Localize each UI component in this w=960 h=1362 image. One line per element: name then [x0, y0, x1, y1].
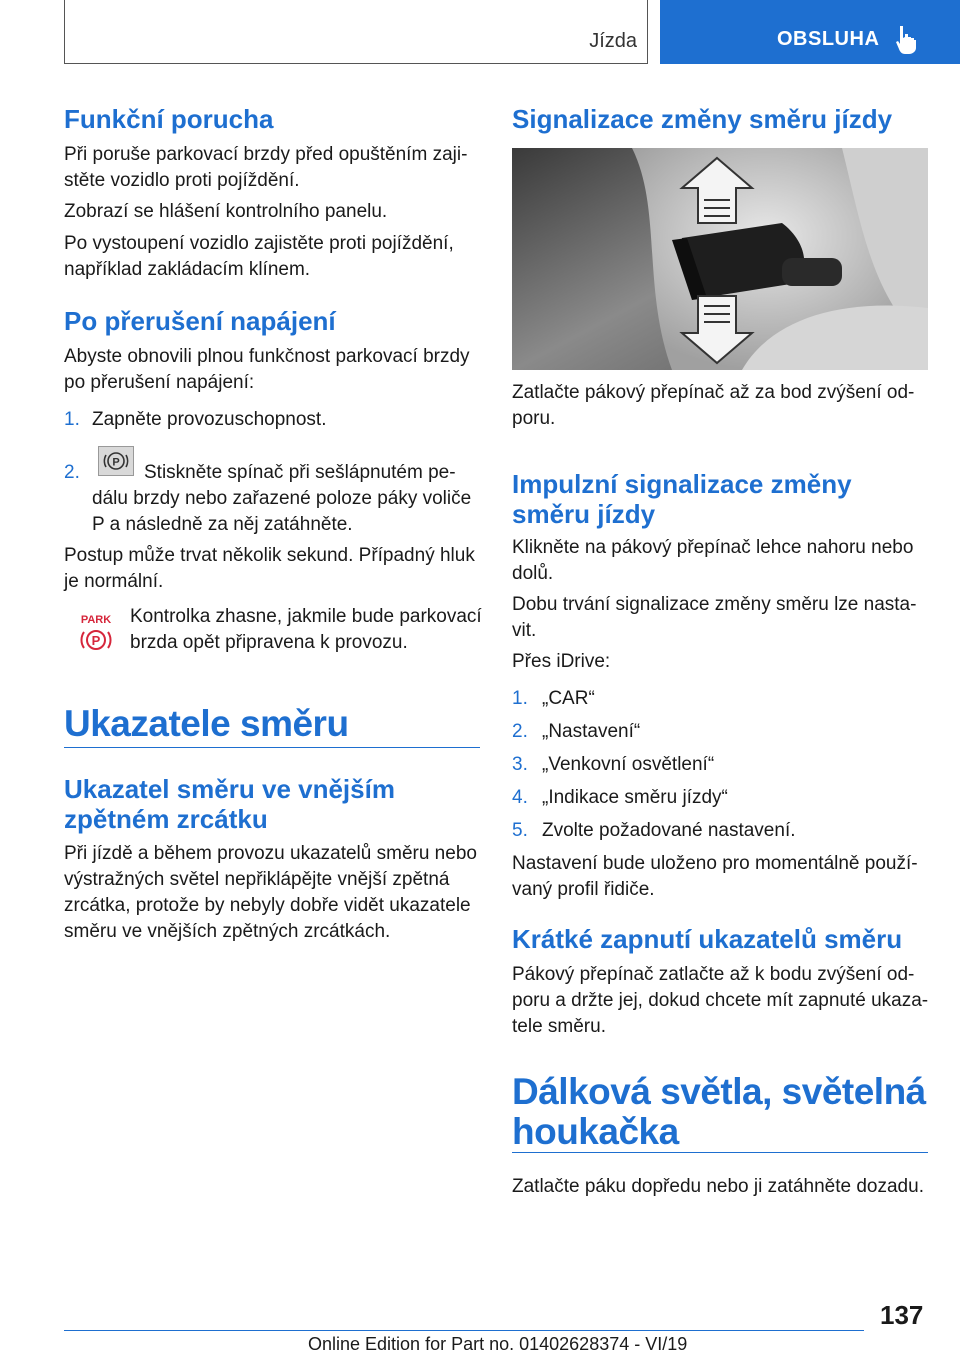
- text-duration: Postup může trvat několik sekund. Případný hluk je normální.: [64, 545, 475, 592]
- header-chapter-tab: [660, 0, 960, 64]
- text-malfunction-3: Po vystoupení vozidlo zajistěte proti pojíždění, například zakládacím klínem.: [64, 233, 454, 280]
- footer-edition: Online Edition for Part no. 01402628374 - VI/19: [308, 1334, 688, 1354]
- heading-high-beam: Dálková světla, světelná houkačka: [512, 1071, 926, 1152]
- text-impulse-2: Dobu trvání signalizace změny směru lze nasta-vit.: [512, 594, 917, 641]
- text-high-beam: Zatlačte páku dopředu nebo ji zatáhněte dozadu.: [512, 1176, 924, 1197]
- park-warning-icon: [72, 612, 120, 656]
- step-text: Zvolte požadované nastavení.: [542, 820, 796, 841]
- footer-rule: [64, 1330, 864, 1331]
- heading-impulse-signal: Impulzní signalizace změny směru jízdy: [512, 469, 852, 529]
- text-setting-saved: Nastavení bude uloženo pro momentálně použí-vaný profil řidiče.: [512, 853, 918, 900]
- step-text: „Venkovní osvětlení“: [542, 754, 715, 775]
- step-number: 5.: [512, 820, 528, 841]
- text-mirror-indicator: Při jízdě a během provozu ukazatelů směru nebo výstražných světel nepřiklápějte vnější zpětná zrcátka, protože by nebyly dobře vidět ukazatele směru ve vnějších zpětných zrcátkách.: [64, 843, 477, 942]
- heading-turn-indicators: Ukazatele směru: [64, 703, 349, 744]
- hand-pointer-icon: [894, 24, 920, 54]
- text-power-interruption: Abyste obnovili plnou funkčnost parkovací brzdy po přerušení napájení:: [64, 346, 470, 393]
- step-number: 1.: [64, 409, 80, 430]
- heading-power-interruption: Po přerušení napájení: [64, 306, 336, 336]
- header-chapter-label: OBSLUHA: [777, 28, 880, 50]
- step-number: 2.: [512, 721, 528, 742]
- step-number: 2.: [64, 462, 80, 483]
- step-text: „CAR“: [542, 688, 595, 709]
- park-label: PARK: [80, 614, 112, 626]
- heading-turn-signal: Signalizace změny směru jízdy: [512, 104, 893, 134]
- step-text: „Indikace směru jízdy“: [542, 787, 728, 808]
- step-text: Stiskněte spínač při sešlápnutém pe-dálu brzdy nebo zařazené poloze páky voliče P a následně za něj zatáhněte.: [92, 462, 472, 535]
- step-text: Zapněte provozuschopnost.: [92, 409, 327, 430]
- step-number: 1.: [512, 688, 528, 709]
- heading-malfunction: Funkční porucha: [64, 104, 274, 134]
- text-press-lever: Zatlačte pákový přepínač až za bod zvýšení od-poru.: [512, 382, 915, 429]
- step-text: „Nastavení“: [542, 721, 641, 742]
- header-section-box: [64, 0, 648, 64]
- text-malfunction-2: Zobrazí se hlášení kontrolního panelu.: [64, 201, 388, 222]
- text-short-activation: Pákový přepínač zatlačte až k bodu zvýšení od-poru a držte jej, dokud chcete mít zapnuté ukaza-tele směru.: [512, 964, 929, 1037]
- svg-text:P: P: [91, 633, 101, 648]
- section-rule: [64, 747, 480, 748]
- text-malfunction-1: Při poruše parkovací brzdy před opuštěním zaji-stěte vozidlo proti pojíždění.: [64, 144, 468, 191]
- heading-short-activation: Krátké zapnutí ukazatelů směru: [512, 924, 903, 954]
- step-number: 4.: [512, 787, 528, 808]
- heading-mirror-indicator: Ukazatel směru ve vnějším zpětném zrcátku: [64, 774, 395, 834]
- text-impulse-1: Klikněte na pákový přepínač lehce nahoru nebo dolů.: [512, 537, 914, 584]
- text-via-idrive: Přes iDrive:: [512, 651, 611, 672]
- section-rule: [512, 1152, 928, 1153]
- svg-text:P: P: [112, 456, 120, 469]
- header-section-title: Jízda: [589, 30, 637, 52]
- text-indicator: Kontrolka zhasne, jakmile bude parkovací brzda opět připravena k provozu.: [130, 606, 482, 653]
- step-number: 3.: [512, 754, 528, 775]
- page-number: 137: [880, 1300, 924, 1330]
- turn-signal-lever-photo: [512, 148, 928, 370]
